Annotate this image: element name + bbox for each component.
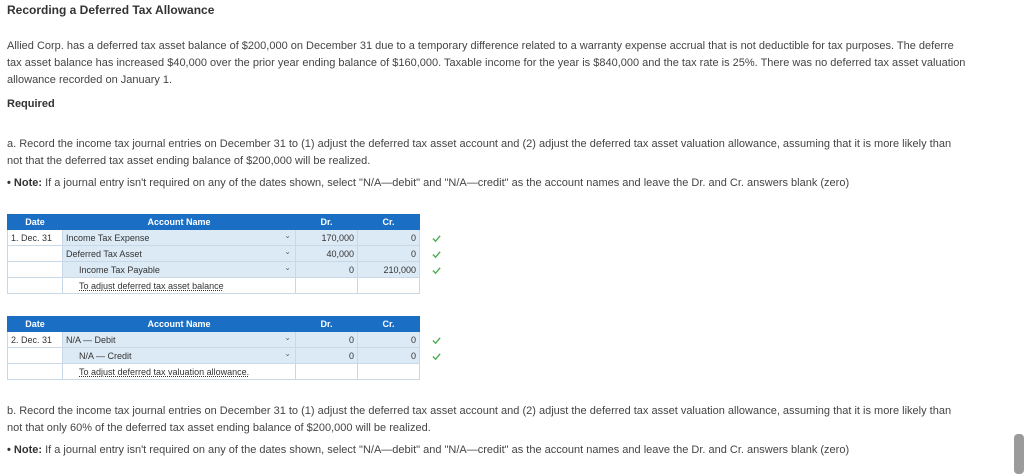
credit-input[interactable]: 210,000: [358, 262, 420, 278]
table-row: [8, 364, 420, 380]
intro-line-1: Allied Corp. has a deferred tax asset balance of $200,000 on December 31 due to a temporary difference related to a warranty expense accrual that is not deductible for tax purposes. The deferre: [7, 40, 954, 52]
date-header: Date: [8, 317, 63, 332]
entry-memo: To adjust deferred tax valuation allowance.: [79, 366, 250, 377]
part-a-line-1: a. Record the income tax journal entries on December 31 to (1) adjust the deferred tax asset account and (2) adjust the deferred tax asset valuation allowance, assuming that it is more likely than: [7, 138, 952, 150]
table-row: [8, 332, 420, 348]
note-bullet: •: [7, 444, 11, 456]
account-name: N/A — Credit: [79, 350, 132, 361]
check-icon: [432, 250, 441, 259]
account-select[interactable]: [63, 262, 296, 278]
intro-text: [7, 38, 965, 89]
debit-input[interactable]: 0: [296, 348, 358, 364]
note-text: If a journal entry isn't required on any of the dates shown, select "N/A—debit" and "N/A—credit" as the account names and leave the Dr. and Cr. answers blank (zero): [45, 444, 850, 456]
check-icon: [432, 234, 441, 243]
page-title: Recording a Deferred Tax Allowance: [7, 3, 215, 17]
table-row: [8, 230, 420, 246]
credit-input[interactable]: 0: [358, 332, 420, 348]
part-a-text: [7, 136, 951, 170]
entry-memo: To adjust deferred tax asset balance: [79, 280, 224, 291]
credit-input[interactable]: 0: [358, 246, 420, 262]
note-a: [7, 177, 849, 189]
note-label: Note:: [13, 177, 43, 189]
note-text: If a journal entry isn't required on any of the dates shown, select "N/A—debit" and "N/A—credit" as the account names and leave the Dr. and Cr. answers blank (zero): [45, 177, 850, 189]
dr-header: Dr.: [296, 317, 358, 332]
date-header: Date: [8, 215, 63, 230]
debit-input[interactable]: 0: [296, 262, 358, 278]
debit-input[interactable]: 40,000: [296, 246, 358, 262]
account-select[interactable]: [63, 246, 296, 262]
journal-table-2: [7, 316, 420, 380]
intro-line-3: allowance recorded on January 1.: [7, 74, 173, 86]
part-a-line-2: not that the deferred tax asset ending balance of $200,000 will be realized.: [7, 155, 371, 167]
entry-date: 1. Dec. 31: [8, 230, 63, 246]
cr-header: Cr.: [358, 215, 420, 230]
note-b: [7, 444, 849, 456]
table-row: [8, 348, 420, 364]
account-name: Income Tax Expense: [66, 232, 150, 243]
debit-input[interactable]: 170,000: [296, 230, 358, 246]
account-select[interactable]: [63, 230, 296, 246]
account-name: Income Tax Payable: [79, 264, 160, 275]
chevron-down-icon[interactable]: ⌄: [284, 349, 291, 358]
journal-table-1: [7, 214, 420, 294]
chevron-down-icon[interactable]: ⌄: [284, 247, 291, 256]
cr-header: Cr.: [358, 317, 420, 332]
check-icon: [432, 352, 441, 361]
part-b-line-2: not that only 60% of the deferred tax asset ending balance of $200,000 will be realized.: [7, 422, 431, 434]
account-header: Account Name: [63, 317, 296, 332]
chevron-down-icon[interactable]: ⌄: [284, 263, 291, 272]
account-select[interactable]: [63, 332, 296, 348]
check-icon: [432, 266, 441, 275]
scrollbar-thumb[interactable]: [1014, 434, 1024, 474]
debit-input[interactable]: 0: [296, 332, 358, 348]
intro-line-2: tax asset balance has increased $40,000 over the prior year ending balance of $160,000. Taxable income for the year is $840,000 and the tax rate is 25%. There was no deferred tax asset valuation: [7, 57, 966, 69]
entry-date: 2. Dec. 31: [8, 332, 63, 348]
memo-cell: [63, 278, 296, 294]
note-label: Note:: [13, 444, 43, 456]
chevron-down-icon[interactable]: ⌄: [284, 231, 291, 240]
credit-input[interactable]: 0: [358, 348, 420, 364]
account-header: Account Name: [63, 215, 296, 230]
table-row: [8, 278, 420, 294]
table-row: [8, 246, 420, 262]
credit-input[interactable]: 0: [358, 230, 420, 246]
note-bullet: •: [7, 177, 11, 189]
chevron-down-icon[interactable]: ⌄: [284, 333, 291, 342]
check-icon: [432, 336, 441, 345]
memo-cell: [63, 364, 296, 380]
part-b-text: [7, 403, 951, 437]
account-name: N/A — Debit: [66, 334, 116, 345]
account-name: Deferred Tax Asset: [66, 248, 142, 259]
table-row: [8, 262, 420, 278]
account-select[interactable]: [63, 348, 296, 364]
required-heading: Required: [7, 98, 55, 110]
dr-header: Dr.: [296, 215, 358, 230]
part-b-line-1: b. Record the income tax journal entries on December 31 to (1) adjust the deferred tax asset account and (2) adjust the deferred tax asset valuation allowance, assuming that it is more likely than: [7, 405, 952, 417]
